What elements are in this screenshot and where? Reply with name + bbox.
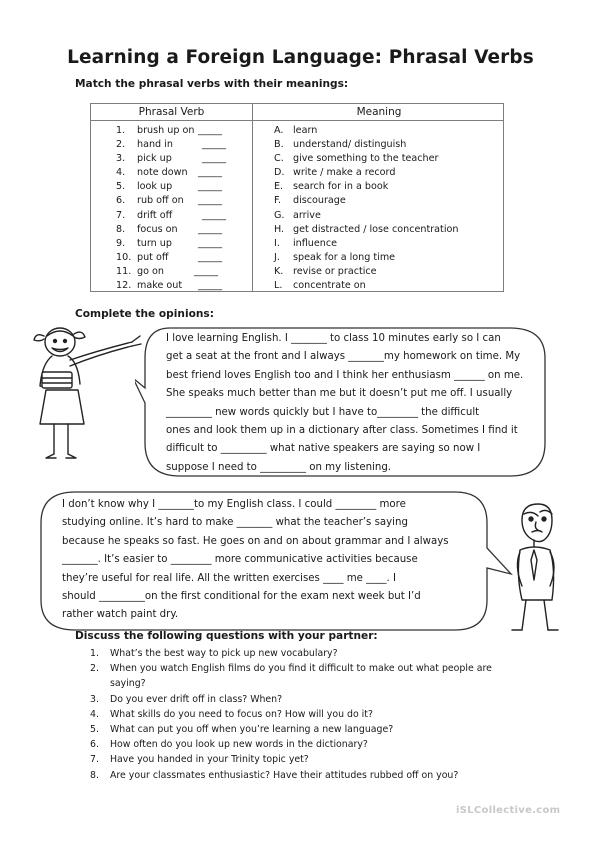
verb-row: 9. turn up _____	[116, 237, 251, 251]
list-item: 1. What’s the best way to pick up new vocabulary?	[90, 648, 338, 659]
verb-row: 10. put off _____	[116, 251, 251, 265]
meaning-row: A. learn	[274, 125, 318, 136]
table-column-divider	[252, 104, 253, 291]
verb-row: 3. pick up _____	[116, 152, 251, 166]
meaning-row: L. concentrate on	[274, 280, 366, 292]
meaning-row: C. give something to the teacher	[274, 153, 439, 165]
meaning-row: E. search for in a book	[274, 181, 389, 193]
answer-blank: _____	[198, 167, 222, 179]
list-item: 8. Are your classmates enthusiastic? Have their attitudes rubbed off on you?	[90, 769, 459, 781]
meaning-row: H. get distracted / lose concentration	[274, 223, 459, 235]
meaning-row: J. speak for a long time	[274, 251, 396, 263]
discuss-instruction: Discuss the following questions with your partner:	[75, 630, 378, 642]
opinion-2-text: I don’t know why I _______to my English class. I could ________ more studying online. It’s hard to make _______ what the teacher’s saying because he speaks so fast. He goes on and on about grammar and I always _______. It’s easier to ________ more communicative activities because they’re useful for real life. All the written exercises ____ me ____. I should _________on the first conditional for the exam next week but I’d rather watch paint dry.	[62, 499, 449, 621]
verb-row: 7. drift off _____	[116, 209, 251, 223]
meaning-row: B. understand/ distinguish	[274, 139, 407, 151]
verb-row: 2. hand in _____	[116, 138, 251, 152]
list-item: 7. Have you handed in your Trinity topic yet?	[90, 754, 309, 766]
bored-man-illustration-icon	[500, 500, 590, 635]
header-phrasal-verb: Phrasal Verb	[138, 106, 205, 118]
verb-row: 4. note down _____	[116, 166, 251, 180]
match-instruction: Match the phrasal verbs with their meanings:	[75, 78, 349, 90]
answer-blank: _____	[198, 280, 222, 292]
answer-blank: _____	[202, 209, 226, 221]
opinion-1-text: I love learning English. I _______ to class 10 minutes early so I can get a seat at the front and I always _______my homework on time. My best friend loves English too and I think her enthusiasm ______ on me. She speaks much better than me but it doesn’t put me off. I usually _________ new words quickly but I have to________ the difficult ones and look them up in a dictionary after class. Sometimes I find it difficult to _________ what native speakers are saying so now I suppose I need to _________ on my listening.	[166, 333, 524, 473]
list-item: 5. What can put you off when you’re learning a new language?	[90, 724, 394, 736]
verb-row: 6. rub off on _____	[116, 194, 251, 208]
answer-blank: _____	[198, 223, 222, 235]
answer-blank: _____	[198, 195, 222, 207]
answer-blank: _____	[198, 125, 222, 136]
answer-blank: _____	[202, 139, 226, 151]
verb-row: 12. make out _____	[116, 279, 251, 293]
list-item: 2. When you watch English films do you find it difficult to make out what people are saying?	[90, 663, 492, 690]
meaning-row: I. influence	[274, 237, 338, 249]
verb-row: 8. focus on _____	[116, 223, 251, 237]
answer-blank: _____	[198, 251, 222, 263]
girl-illustration-icon	[30, 320, 145, 470]
page-title: Learning a Foreign Language: Phrasal Verbs	[67, 47, 534, 68]
answer-blank: _____	[198, 181, 222, 193]
header-meaning: Meaning	[356, 106, 402, 118]
watermark: iSLCollective.com	[456, 805, 561, 816]
answer-blank: _____	[198, 237, 222, 249]
meaning-row: K. revise or practice	[274, 265, 377, 277]
meaning-row: G. arrive	[274, 209, 321, 221]
meaning-list	[274, 124, 499, 293]
list-item: 3. Do you ever drift off in class? When?	[90, 693, 283, 705]
verb-row: 5. look up _____	[116, 180, 251, 194]
verb-list	[116, 124, 251, 293]
table-header-divider	[91, 120, 503, 121]
answer-blank: _____	[194, 265, 218, 277]
list-item: 6. How often do you look up new words in the dictionary?	[90, 739, 368, 751]
verb-row: 1. brush up on _____	[116, 124, 251, 138]
question-list	[90, 646, 510, 783]
verb-row: 11. go on _____	[116, 265, 251, 279]
meaning-row: D. write / make a record	[274, 167, 396, 179]
meaning-row: F. discourage	[274, 195, 346, 207]
opinions-instruction: Complete the opinions:	[75, 308, 214, 320]
answer-blank: _____	[202, 153, 226, 165]
list-item: 4. What skills do you need to focus on? How will you do it?	[90, 708, 373, 720]
matching-table	[90, 103, 504, 292]
